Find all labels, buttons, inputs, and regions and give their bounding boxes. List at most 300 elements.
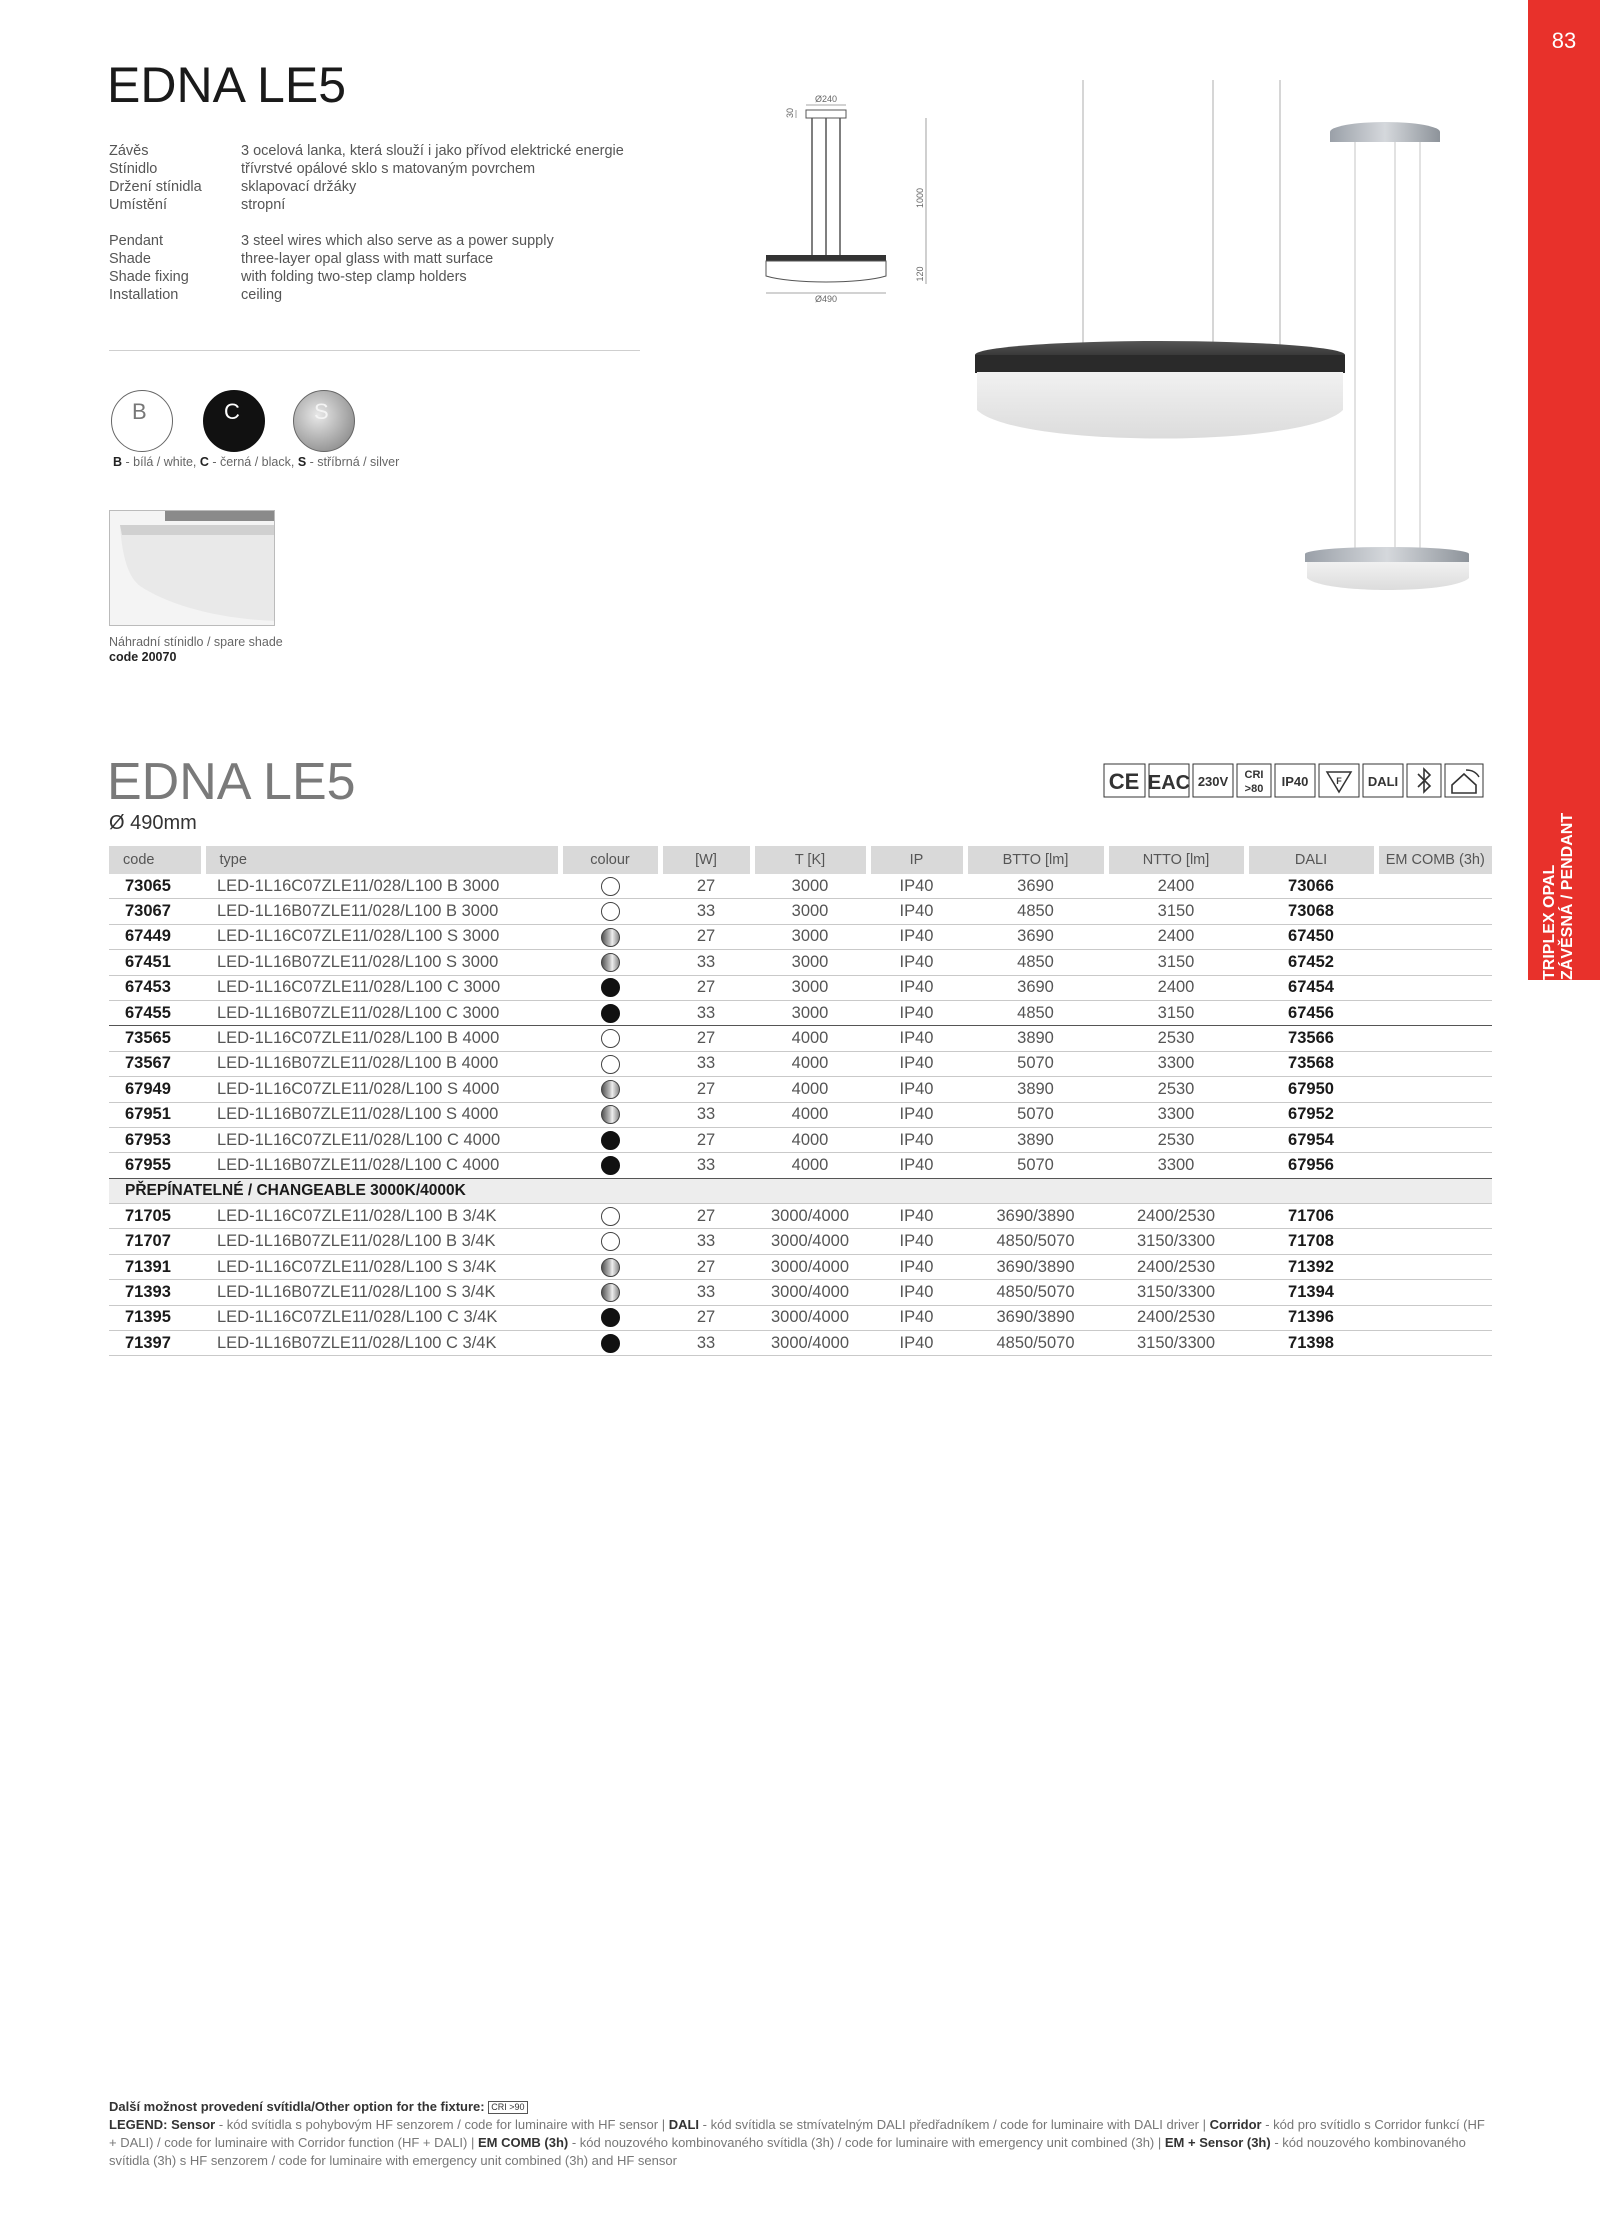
cell-ntto: 3300 (1106, 1102, 1246, 1127)
cell-em-comb (1376, 1229, 1492, 1254)
cell-em-comb (1376, 1026, 1492, 1051)
legend-text: - černá / black, (208, 455, 298, 469)
cell-watt: 27 (660, 924, 752, 949)
cell-dali: 67956 (1246, 1153, 1376, 1178)
spec-value: stropní (241, 197, 286, 213)
cell-code: 71391 (109, 1254, 203, 1279)
cell-temp: 3000/4000 (752, 1204, 868, 1229)
cell-watt: 27 (660, 975, 752, 1000)
swatch-letter: S (314, 399, 329, 424)
product-table (109, 846, 1492, 1356)
col-header-watt: [W] (660, 846, 752, 874)
cell-temp: 3000 (752, 899, 868, 924)
spec-row (109, 268, 554, 286)
colour-swatch-black (203, 390, 265, 452)
spare-shade-caption (109, 635, 283, 665)
col-header-ip: IP (868, 846, 965, 874)
colour-dot-icon (601, 1080, 620, 1099)
spec-row (109, 286, 554, 304)
spec-value: with folding two-step clamp holders (241, 269, 467, 285)
cell-code: 71707 (109, 1229, 203, 1254)
cell-type: LED-1L16C07ZLE11/028/L100 C 3000 (203, 975, 560, 1000)
cell-code: 71393 (109, 1280, 203, 1305)
table-header-row (109, 846, 1492, 874)
cell-ntto: 2530 (1106, 1026, 1246, 1051)
colour-dot-icon (601, 877, 620, 896)
spec-value: three-layer opal glass with matt surface (241, 251, 494, 267)
legend-text: - bílá / white, (122, 455, 200, 469)
cell-ntto: 3300 (1106, 1051, 1246, 1076)
cell-watt: 27 (660, 874, 752, 899)
cell-watt: 27 (660, 1204, 752, 1229)
colour-dot-icon (601, 1131, 620, 1150)
technical-drawing (740, 88, 940, 318)
table-row (109, 1077, 1492, 1102)
cell-btto: 4850 (965, 1000, 1106, 1025)
spec-value: sklapovací držáky (241, 179, 357, 195)
spare-shade-text: Náhradní stínidlo / spare shade (109, 635, 283, 649)
cell-dali: 73566 (1246, 1026, 1376, 1051)
cell-ntto: 3150/3300 (1106, 1280, 1246, 1305)
footer-option-label: Další možnost provedení svítidla/Other option for the fixture: (109, 2099, 485, 2114)
cell-ntto: 2530 (1106, 1127, 1246, 1152)
table-row (109, 899, 1492, 924)
table-row (109, 874, 1492, 899)
legend-text: LEGEND: Sensor - kód svítidla s pohybovým HF senzorem / code for luminaire with HF sensor | DALI - kód svítidla se stmívatelným DALI předřadníkem / code for luminaire with DALI driver | Corridor - kód pro svítidlo s Corridor funkcí (HF + DALI) / code for luminaire with Corridor function (HF + DALI) | EM COMB (3h) - kód nouzového kombinovaného svítidla (3h) / code for luminaire with emergency unit combined (3h) | EM + Sensor (3h) - kód nouzového kombinovaného svítidla (3h) s HF senzorem / code for luminaire with emergency unit combined (3h) and HF sensor (109, 2117, 1485, 2168)
spec-value: třívrstvé opálové sklo s matovaným povrchem (241, 161, 536, 177)
cell-temp: 3000/4000 (752, 1229, 868, 1254)
cell-btto: 3890 (965, 1077, 1106, 1102)
cell-ip: IP40 (868, 1204, 965, 1229)
diameter-label: Ø 490mm (109, 812, 197, 834)
cell-colour (560, 1229, 660, 1254)
legend-code: B (113, 455, 123, 469)
dim-120: 120 (915, 266, 925, 282)
table-group-row (109, 1178, 1492, 1203)
spec-label: Installation (109, 287, 179, 303)
page-number: 83 (1551, 28, 1577, 53)
cell-em-comb (1376, 1280, 1492, 1305)
cell-watt: 27 (660, 1077, 752, 1102)
colour-dot-icon (601, 978, 620, 997)
cell-code: 67455 (109, 1000, 203, 1025)
cell-dali: 71706 (1246, 1204, 1376, 1229)
cell-temp: 4000 (752, 1051, 868, 1076)
cell-ip: IP40 (868, 975, 965, 1000)
spec-value: ceiling (241, 287, 283, 303)
side-tab-label (1541, 750, 1577, 980)
cri-90-icon: CRI >90 (488, 2101, 527, 2114)
cell-btto: 3690/3890 (965, 1305, 1106, 1330)
col-header-code: code (109, 846, 203, 874)
cell-dali: 67454 (1246, 975, 1376, 1000)
spec-label: Shade (109, 251, 151, 267)
cell-colour (560, 1102, 660, 1127)
spec-row (109, 178, 624, 196)
divider (109, 350, 640, 351)
cell-code: 67953 (109, 1127, 203, 1152)
cell-dali: 71396 (1246, 1305, 1376, 1330)
cell-ntto: 2400 (1106, 924, 1246, 949)
svg-text:230V: 230V (1197, 774, 1229, 789)
cell-code: 71397 (109, 1331, 203, 1356)
cell-temp: 3000 (752, 1000, 868, 1025)
cell-em-comb (1376, 1000, 1492, 1025)
table-row (109, 1153, 1492, 1178)
cell-code: 73567 (109, 1051, 203, 1076)
cell-em-comb (1376, 1102, 1492, 1127)
cell-ip: IP40 (868, 1153, 965, 1178)
product-photo (975, 80, 1505, 605)
cell-btto: 4850 (965, 950, 1106, 975)
cell-temp: 4000 (752, 1102, 868, 1127)
cell-type: LED-1L16B07ZLE11/028/L100 S 4000 (203, 1102, 560, 1127)
dim-1000: 1000 (915, 187, 925, 209)
svg-text:IP40: IP40 (1281, 774, 1309, 789)
cell-dali: 71398 (1246, 1331, 1376, 1356)
cell-watt: 27 (660, 1305, 752, 1330)
table-row (109, 1229, 1492, 1254)
cell-type: LED-1L16C07ZLE11/028/L100 S 3000 (203, 924, 560, 949)
table-row (109, 1051, 1492, 1076)
cell-ntto: 3150/3300 (1106, 1331, 1246, 1356)
cell-ntto: 2400/2530 (1106, 1254, 1246, 1279)
cell-ip: IP40 (868, 1254, 965, 1279)
cell-em-comb (1376, 1051, 1492, 1076)
cell-temp: 4000 (752, 1077, 868, 1102)
cell-code: 67451 (109, 950, 203, 975)
cell-type: LED-1L16B07ZLE11/028/L100 B 4000 (203, 1051, 560, 1076)
cell-temp: 3000 (752, 874, 868, 899)
col-header-dali: DALI (1246, 846, 1376, 874)
svg-text:>80: >80 (1244, 783, 1264, 795)
specs-english (109, 232, 554, 304)
cell-btto: 5070 (965, 1051, 1106, 1076)
product-title: EDNA LE5 (107, 57, 347, 113)
colour-dot-icon (601, 1207, 620, 1226)
cell-watt: 33 (660, 1331, 752, 1356)
legend-code: C (199, 455, 209, 469)
cell-colour (560, 1077, 660, 1102)
spec-row (109, 142, 624, 160)
cell-em-comb (1376, 1127, 1492, 1152)
colour-dot-icon (601, 1232, 620, 1251)
svg-text:CE: CE (1108, 769, 1140, 794)
table-row (109, 950, 1492, 975)
table-row (109, 1102, 1492, 1127)
colour-swatch-silver (293, 390, 355, 452)
cell-ip: IP40 (868, 874, 965, 899)
spec-value: 3 steel wires which also serve as a power supply (241, 233, 554, 249)
col-header-em-comb: EM COMB (3h) (1376, 846, 1492, 874)
cell-colour (560, 1127, 660, 1152)
cell-code: 67453 (109, 975, 203, 1000)
cell-temp: 4000 (752, 1127, 868, 1152)
cell-watt: 27 (660, 1026, 752, 1051)
colour-dot-icon (601, 953, 620, 972)
cell-type: LED-1L16B07ZLE11/028/L100 S 3/4K (203, 1280, 560, 1305)
cell-ntto: 2530 (1106, 1077, 1246, 1102)
cell-type: LED-1L16B07ZLE11/028/L100 B 3/4K (203, 1229, 560, 1254)
dim-30: 30 (785, 107, 795, 118)
cell-dali: 73066 (1246, 874, 1376, 899)
cell-watt: 33 (660, 899, 752, 924)
cell-colour (560, 1000, 660, 1025)
spec-row (109, 250, 554, 268)
cell-watt: 33 (660, 1153, 752, 1178)
spec-label: Umístění (109, 197, 168, 213)
cell-code: 71705 (109, 1204, 203, 1229)
cell-ntto: 2400 (1106, 975, 1246, 1000)
cell-ntto: 3150/3300 (1106, 1229, 1246, 1254)
cell-temp: 4000 (752, 1026, 868, 1051)
cell-type: LED-1L16C07ZLE11/028/L100 B 4000 (203, 1026, 560, 1051)
cell-type: LED-1L16B07ZLE11/028/L100 B 3000 (203, 899, 560, 924)
cell-code: 67951 (109, 1102, 203, 1127)
cell-code: 73565 (109, 1026, 203, 1051)
cell-code: 67449 (109, 924, 203, 949)
cell-dali: 67456 (1246, 1000, 1376, 1025)
table-row (109, 975, 1492, 1000)
swatch-letter: B (132, 399, 147, 424)
cell-ip: IP40 (868, 1051, 965, 1076)
spec-label: Pendant (109, 233, 164, 249)
ce-icon (1104, 764, 1145, 797)
colour-dot-icon (601, 1334, 620, 1353)
cell-watt: 33 (660, 1229, 752, 1254)
cell-type: LED-1L16B07ZLE11/028/L100 C 4000 (203, 1153, 560, 1178)
cell-code: 73065 (109, 874, 203, 899)
table-row (109, 924, 1492, 949)
cell-ip: IP40 (868, 1305, 965, 1330)
cell-colour (560, 874, 660, 899)
cell-dali: 67950 (1246, 1077, 1376, 1102)
cell-ip: IP40 (868, 1127, 965, 1152)
spec-label: Stínidlo (109, 161, 158, 177)
spec-row (109, 160, 624, 178)
cell-em-comb (1376, 1331, 1492, 1356)
cell-colour (560, 1305, 660, 1330)
section-title: EDNA LE5 (107, 753, 356, 811)
col-header-ntto: NTTO [lm] (1106, 846, 1246, 874)
cri-80-icon (1237, 764, 1271, 797)
table-row (109, 1280, 1492, 1305)
cell-btto: 4850/5070 (965, 1280, 1106, 1305)
cell-colour (560, 1051, 660, 1076)
cell-colour (560, 975, 660, 1000)
colour-dot-icon (601, 1055, 620, 1074)
cell-ip: IP40 (868, 1000, 965, 1025)
spare-shade-code: code 20070 (109, 650, 177, 664)
colour-dot-icon (601, 1258, 620, 1277)
cell-ntto: 3150 (1106, 899, 1246, 924)
cell-btto: 3690 (965, 874, 1106, 899)
table-row (109, 1331, 1492, 1356)
cell-ip: IP40 (868, 1102, 965, 1127)
cell-em-comb (1376, 874, 1492, 899)
cell-colour (560, 1254, 660, 1279)
colour-dot-icon (601, 1004, 620, 1023)
table-row (109, 1305, 1492, 1330)
swatch-letter: C (224, 399, 240, 424)
cell-colour (560, 950, 660, 975)
svg-text:CRI: CRI (1244, 769, 1264, 781)
cell-em-comb (1376, 899, 1492, 924)
group-label: PŘEPÍNATELNÉ / CHANGEABLE 3000K/4000K (109, 1178, 1492, 1203)
cell-em-comb (1376, 975, 1492, 1000)
cell-colour (560, 1204, 660, 1229)
side-tab-line1: TRIPLEX OPAL (1541, 864, 1558, 980)
cell-ntto: 3150 (1106, 1000, 1246, 1025)
cell-btto: 3690 (965, 924, 1106, 949)
svg-text:F: F (1336, 776, 1342, 786)
cell-watt: 33 (660, 950, 752, 975)
cell-dali: 73568 (1246, 1051, 1376, 1076)
table-row (109, 1000, 1492, 1025)
cell-ntto: 3150 (1106, 950, 1246, 975)
cell-type: LED-1L16B07ZLE11/028/L100 S 3000 (203, 950, 560, 975)
table-row (109, 1204, 1492, 1229)
colour-dot-icon (601, 1156, 620, 1175)
svg-text:EAC: EAC (1147, 772, 1191, 794)
cell-type: LED-1L16C07ZLE11/028/L100 B 3/4K (203, 1204, 560, 1229)
cell-type: LED-1L16B07ZLE11/028/L100 C 3/4K (203, 1331, 560, 1356)
spec-label: Shade fixing (109, 269, 189, 285)
cell-watt: 33 (660, 1000, 752, 1025)
footer-legend (109, 2098, 1494, 2170)
cell-btto: 3890 (965, 1026, 1106, 1051)
cell-watt: 33 (660, 1051, 752, 1076)
cell-colour (560, 1026, 660, 1051)
cell-code: 73067 (109, 899, 203, 924)
colour-legend (113, 455, 399, 469)
colour-dot-icon (601, 928, 620, 947)
cell-ip: IP40 (868, 950, 965, 975)
cell-temp: 3000/4000 (752, 1254, 868, 1279)
cell-btto: 4850 (965, 899, 1106, 924)
cell-type: LED-1L16C07ZLE11/028/L100 B 3000 (203, 874, 560, 899)
colour-swatch-white (111, 390, 173, 452)
certification-icons (1103, 763, 1493, 804)
spec-value: 3 ocelová lanka, která slouží i jako přívod elektrické energie (241, 143, 624, 159)
cell-em-comb (1376, 1254, 1492, 1279)
cell-temp: 3000/4000 (752, 1331, 868, 1356)
cell-dali: 67954 (1246, 1127, 1376, 1152)
cell-type: LED-1L16C07ZLE11/028/L100 S 3/4K (203, 1254, 560, 1279)
230v-icon (1193, 764, 1233, 797)
svg-text:DALI: DALI (1367, 774, 1399, 789)
cell-dali: 71708 (1246, 1229, 1376, 1254)
cell-ip: IP40 (868, 924, 965, 949)
dim-bottom-diameter: Ø490 (814, 294, 838, 304)
cell-em-comb (1376, 950, 1492, 975)
cell-dali: 71394 (1246, 1280, 1376, 1305)
cell-ip: IP40 (868, 1026, 965, 1051)
cell-ip: IP40 (868, 1077, 965, 1102)
cell-btto: 3890 (965, 1127, 1106, 1152)
spec-row (109, 196, 624, 214)
spec-label: Držení stínidla (109, 179, 202, 195)
table-row (109, 1026, 1492, 1051)
legend-code: S (297, 455, 307, 469)
col-header-type: type (203, 846, 560, 874)
spare-shade-image (109, 510, 275, 626)
cell-type: LED-1L16C07ZLE11/028/L100 C 4000 (203, 1127, 560, 1152)
cell-colour (560, 924, 660, 949)
cell-ip: IP40 (868, 1280, 965, 1305)
cell-type: LED-1L16C07ZLE11/028/L100 C 3/4K (203, 1305, 560, 1330)
cell-em-comb (1376, 1153, 1492, 1178)
cell-dali: 71392 (1246, 1254, 1376, 1279)
spec-label: Závěs (109, 143, 149, 159)
legend-text: - stříbrná / silver (306, 455, 400, 469)
dali-icon (1363, 764, 1403, 797)
cell-em-comb (1376, 1204, 1492, 1229)
cell-watt: 27 (660, 1127, 752, 1152)
cell-colour (560, 1280, 660, 1305)
cell-dali: 67952 (1246, 1102, 1376, 1127)
cell-ntto: 2400/2530 (1106, 1305, 1246, 1330)
cell-temp: 3000 (752, 950, 868, 975)
cell-ntto: 2400/2530 (1106, 1204, 1246, 1229)
spec-row (109, 232, 554, 250)
cell-colour (560, 1331, 660, 1356)
ip40-icon (1275, 764, 1315, 797)
cell-temp: 4000 (752, 1153, 868, 1178)
table-row (109, 1254, 1492, 1279)
cell-colour (560, 899, 660, 924)
cell-code: 67955 (109, 1153, 203, 1178)
cell-btto: 3690/3890 (965, 1204, 1106, 1229)
cell-watt: 33 (660, 1102, 752, 1127)
bluetooth-icon (1407, 764, 1441, 797)
cell-btto: 3690 (965, 975, 1106, 1000)
cell-dali: 67452 (1246, 950, 1376, 975)
cell-type: LED-1L16B07ZLE11/028/L100 C 3000 (203, 1000, 560, 1025)
cell-em-comb (1376, 1077, 1492, 1102)
colour-dot-icon (601, 902, 620, 921)
colour-dot-icon (601, 1308, 620, 1327)
colour-dot-icon (601, 1029, 620, 1048)
cell-code: 67949 (109, 1077, 203, 1102)
smart-home-icon (1445, 764, 1483, 797)
col-header-colour: colour (560, 846, 660, 874)
cell-btto: 5070 (965, 1102, 1106, 1127)
cell-temp: 3000 (752, 924, 868, 949)
side-tab-line2: ZÁVĚSNÁ / PENDANT (1559, 812, 1576, 980)
cell-code: 71395 (109, 1305, 203, 1330)
specs-czech (109, 142, 624, 214)
cell-btto: 4850/5070 (965, 1229, 1106, 1254)
cell-ntto: 2400 (1106, 874, 1246, 899)
cell-dali: 73068 (1246, 899, 1376, 924)
cell-dali: 67450 (1246, 924, 1376, 949)
colour-dot-icon (601, 1105, 620, 1124)
cell-btto: 5070 (965, 1153, 1106, 1178)
cell-btto: 3690/3890 (965, 1254, 1106, 1279)
cell-ip: IP40 (868, 1331, 965, 1356)
colour-dot-icon (601, 1283, 620, 1302)
cell-ntto: 3300 (1106, 1153, 1246, 1178)
cell-watt: 27 (660, 1254, 752, 1279)
cell-temp: 3000/4000 (752, 1305, 868, 1330)
cell-em-comb (1376, 1305, 1492, 1330)
cell-ip: IP40 (868, 899, 965, 924)
cell-watt: 33 (660, 1280, 752, 1305)
cell-ip: IP40 (868, 1229, 965, 1254)
cell-colour (560, 1153, 660, 1178)
f-mark-icon (1319, 764, 1359, 797)
